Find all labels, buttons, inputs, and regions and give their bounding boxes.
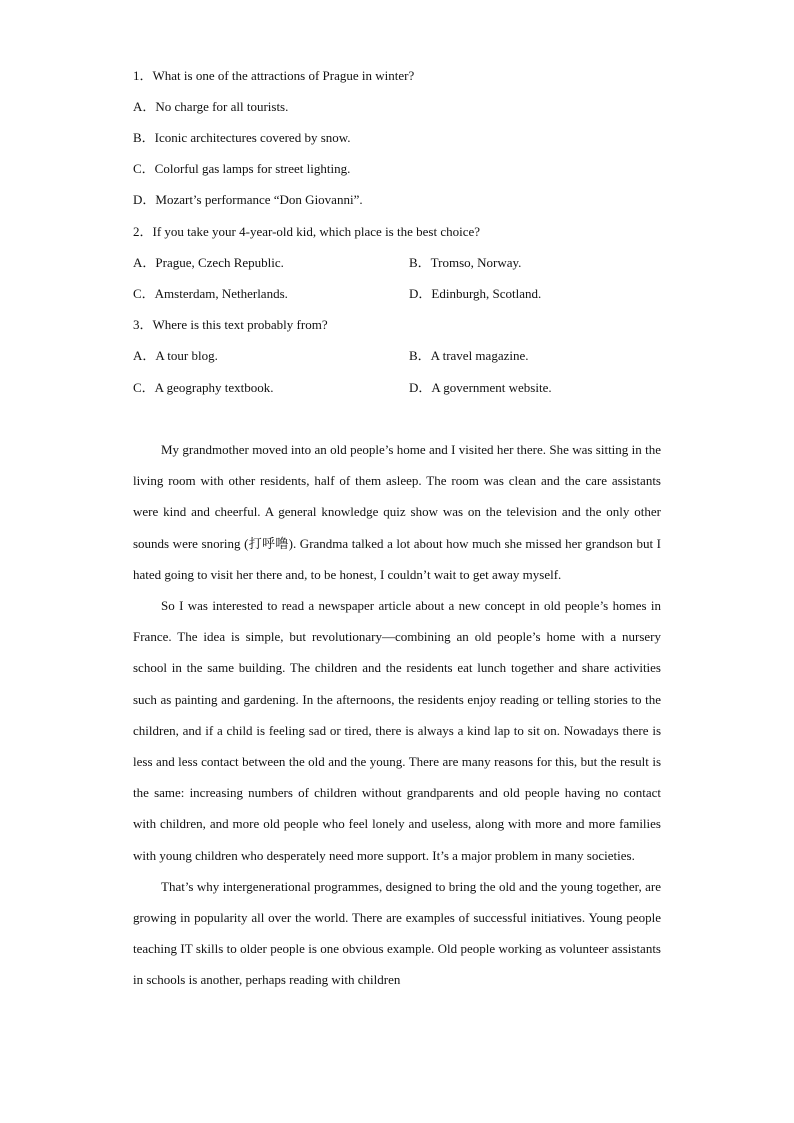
question-3-option-a: A．A tour blog. [133, 348, 218, 363]
question-2-option-c: C．Amsterdam, Netherlands. [133, 286, 288, 301]
question-2-option-d: D．Edinburgh, Scotland. [409, 286, 542, 301]
question-1-stem: 1．What is one of the attractions of Prague in winter? [133, 68, 415, 83]
question-2-stem: 2．If you take your 4-year-old kid, which place is the best choice? [133, 224, 481, 239]
reading-passage [133, 434, 661, 996]
question-3-option-c: C．A geography textbook. [133, 380, 274, 395]
question-1-option-a: A．No charge for all tourists. [133, 99, 289, 114]
question-3-stem: 3．Where is this text probably from? [133, 317, 328, 332]
passage-paragraph-1: My grandmother moved into an old people’s home and I visited her there. She was sitting in the living room with other residents, half of them asleep. The room was clean and the care assistants were kind and cheerful. A general knowledge quiz show was on the television and the only other sounds were snoring (打呼噜). Grandma talked a lot about how much she missed her grandson but I hated going to visit her there and, to be honest, I couldn’t wait to get away myself. [133, 442, 661, 582]
question-1-option-d: D．Mozart’s performance “Don Giovanni”. [133, 192, 363, 207]
passage-paragraph-3: That’s why intergenerational programmes, designed to bring the old and the young together, are growing in popularity all over the world. There are examples of successful initiatives. Young people teaching IT skills to older people is one obvious example. Old people working as volunteer assistants in schools is another, perhaps reading with children [133, 878, 661, 988]
question-1-option-b: B．Iconic architectures covered by snow. [133, 130, 351, 145]
question-3-option-d: D．A government website. [409, 380, 552, 395]
question-3-option-b: B．A travel magazine. [409, 348, 529, 363]
question-2-option-a: A．Prague, Czech Republic. [133, 255, 284, 270]
question-1-option-c: C．Colorful gas lamps for street lighting. [133, 161, 351, 176]
question-2-option-b: B．Tromso, Norway. [409, 255, 522, 270]
passage-paragraph-2: So I was interested to read a newspaper article about a new concept in old people’s homes in France. The idea is simple, but revolutionary—combining an old people’s home with a nursery school in the same building. The children and the residents eat lunch together and share activities such as painting and gardening. In the afternoons, the residents enjoy reading or telling stories to the children, and if a child is feeling sad or tired, there is always a kind lap to sit on. Nowadays there is less and less contact between the old and the young. There are many reasons for this, but the result is the same: increasing numbers of children without grandparents and old people having no contact with children, and more old people who feel lonely and useless, along with more and more families with young children who desperately need more support. It’s a major problem in many societies. [133, 598, 661, 863]
